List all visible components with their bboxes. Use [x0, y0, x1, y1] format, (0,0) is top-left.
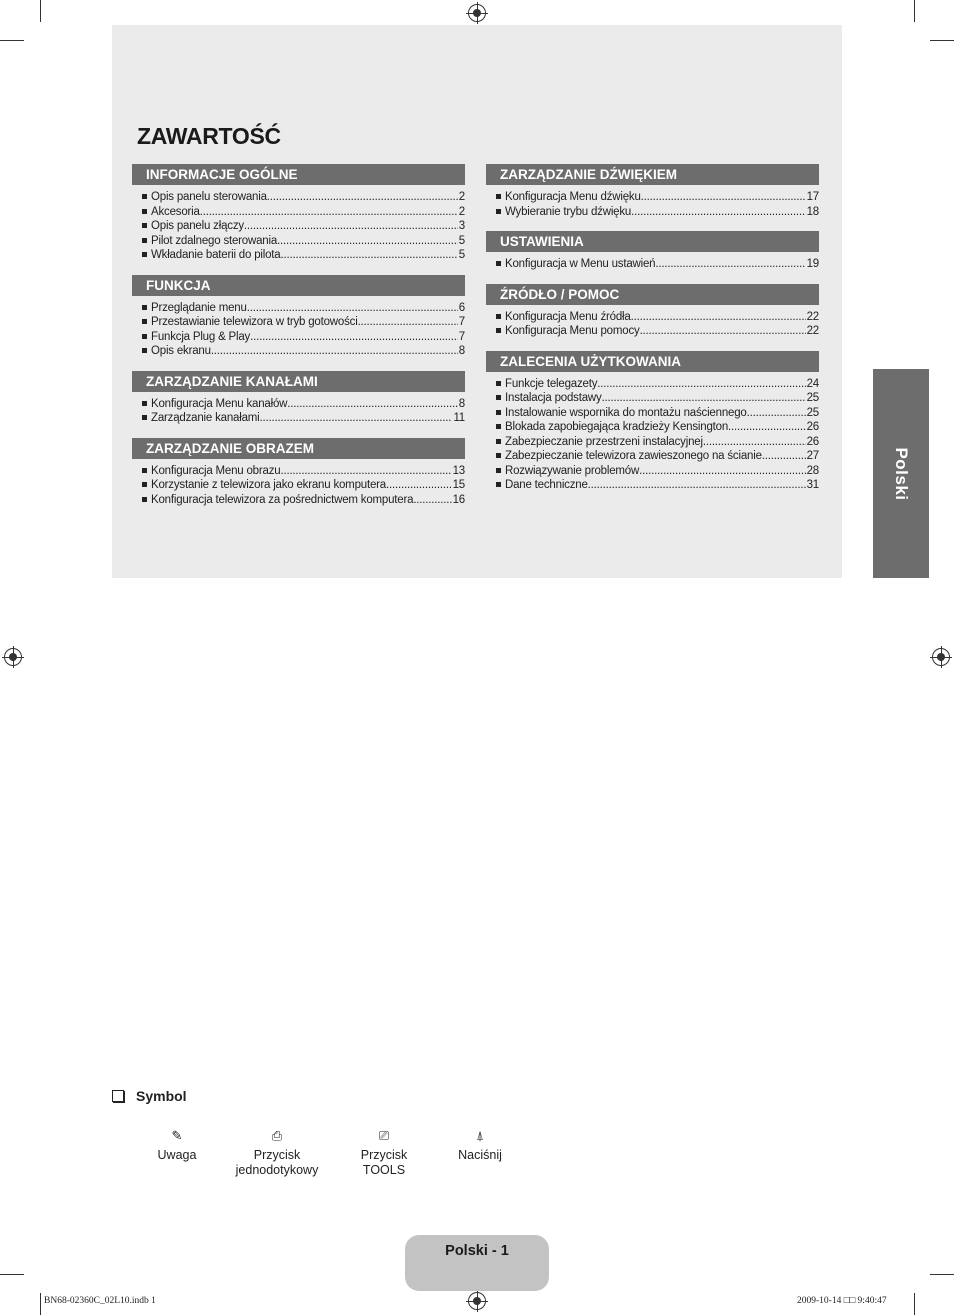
toc-entry-label: Instalowanie wspornika do montażu naściennego: [505, 406, 747, 419]
bullet-square-icon: [496, 381, 501, 386]
bullet-square-icon: [142, 194, 147, 199]
toc-entry[interactable]: [142, 464, 465, 479]
crop-mark: [930, 40, 954, 41]
crop-mark: [40, 1293, 41, 1315]
dot-leader: [413, 493, 451, 508]
dot-leader: [588, 478, 806, 493]
toc-entry[interactable]: [496, 205, 819, 220]
toc-section-heading: ŹRÓDŁO / POMOC: [486, 284, 819, 305]
toc-section: [132, 438, 465, 508]
dot-leader: [703, 435, 806, 450]
toc-section-heading: ZALECENIA UŻYTKOWANIA: [486, 351, 819, 372]
toc-section-heading: ZARZĄDZANIE DŹWIĘKIEM: [486, 164, 819, 185]
toc-entry-label: Funkcje telegazety: [505, 377, 598, 390]
toc-entry[interactable]: [142, 493, 465, 508]
toc-entry-label: Opis panelu sterowania: [151, 191, 267, 203]
bullet-square-icon: [496, 209, 501, 214]
language-side-tab[interactable]: [873, 369, 929, 578]
toc-entry[interactable]: [496, 257, 819, 272]
registration-mark-icon: [4, 648, 22, 666]
symbol-label: Naciśnij: [458, 1148, 502, 1162]
bullet-square-icon: [142, 319, 147, 324]
toc-entry-page: 11: [453, 412, 465, 424]
toc-entry-label: Wybieranie trybu dźwięku: [505, 205, 632, 218]
toc-entry[interactable]: [142, 344, 465, 359]
toc-section: [486, 351, 819, 493]
toc-section: [486, 231, 819, 272]
toc-entry-page: 22: [806, 325, 819, 337]
toc-entry-page: 13: [452, 464, 465, 477]
toc-entry[interactable]: [496, 435, 819, 450]
symbol-item: [146, 1128, 208, 1163]
toc-entry[interactable]: [496, 324, 819, 339]
dot-leader: [280, 464, 451, 479]
dot-leader: [639, 464, 805, 479]
page-number: Polski - 1: [445, 1243, 509, 1259]
toc-entry[interactable]: [142, 411, 465, 426]
dot-leader: [200, 205, 458, 220]
registration-mark-icon: [468, 4, 486, 22]
toc-entry[interactable]: [142, 248, 465, 263]
toc-entry-label: Blokada zapobiegająca kradzieży Kensington: [505, 421, 729, 433]
toc-entry-label: Konfiguracja Menu źródła: [505, 310, 631, 323]
toc-entry-label: Akcesoria: [151, 205, 200, 218]
crop-mark: [40, 0, 41, 22]
dot-leader: [267, 190, 458, 205]
bullet-square-icon: [142, 209, 147, 214]
toc-section: [132, 164, 465, 263]
dot-leader: [250, 330, 458, 345]
toc-entry-page: 5: [458, 249, 465, 261]
toc-entry-label: Konfiguracja Menu pomocy: [505, 325, 640, 337]
toc-entry-page: 3: [458, 220, 465, 232]
print-file-info: BN68-02360C_02L10.indb 1: [44, 1296, 156, 1306]
bullet-square-icon: [496, 482, 501, 487]
toc-entry-page: 8: [458, 345, 465, 357]
toc-entry[interactable]: [496, 391, 819, 406]
dot-leader: [358, 315, 458, 330]
toc-entry-page: 22: [806, 310, 819, 323]
toc-entry-label: Opis panelu złączy: [151, 220, 244, 232]
toc-entry-page: 18: [806, 205, 819, 218]
toc-entry[interactable]: [142, 301, 465, 316]
toc-entry-page: 5: [458, 234, 465, 247]
toc-entry-label: Pilot zdalnego sterowania: [151, 234, 278, 247]
toc-entry-page: 25: [806, 392, 819, 404]
toc-entry[interactable]: [142, 190, 465, 205]
dot-leader: [386, 478, 452, 493]
toc-entry-label: Przestawianie telewizora w tryb gotowości: [151, 316, 358, 328]
toc-entry[interactable]: [496, 464, 819, 479]
toc-list: [132, 190, 465, 263]
toc-entry[interactable]: [496, 190, 819, 205]
toc-entry-label: Korzystanie z telewizora jako ekranu komputera: [151, 479, 386, 491]
dot-leader: [602, 391, 806, 406]
toc-entry-page: 31: [806, 479, 819, 491]
crop-mark: [930, 1274, 954, 1275]
symbol-item: [227, 1128, 327, 1178]
bullet-square-icon: [142, 238, 147, 243]
toc-column-left: [132, 164, 465, 519]
toc-entry[interactable]: [142, 315, 465, 330]
bullet-square-icon: [142, 252, 147, 257]
toc-entry[interactable]: [142, 219, 465, 234]
dot-leader: [211, 344, 458, 359]
toc-entry[interactable]: [142, 478, 465, 493]
toc-section-heading: ZARZĄDZANIE KANAŁAMI: [132, 371, 465, 392]
toc-entry[interactable]: [142, 205, 465, 220]
toc-list: [486, 310, 819, 339]
bullet-square-icon: [142, 223, 147, 228]
toc-entry-label: Konfiguracja telewizora za pośrednictwem komputera: [151, 493, 414, 506]
toc-entry-page: 26: [806, 435, 819, 448]
dot-leader: [597, 377, 805, 392]
toc-entry-label: Rozwiązywanie problemów: [505, 464, 640, 477]
symbol-label: Przycisk jednodotykowy: [235, 1148, 319, 1177]
print-timestamp: 2009-10-14 □□ 9:40:47: [797, 1296, 887, 1306]
bullet-square-icon: [142, 305, 147, 310]
bullet-square-icon: [142, 497, 147, 502]
crop-mark: [0, 40, 24, 41]
toc-entry-page: 8: [458, 397, 465, 410]
toc-section: [132, 371, 465, 426]
toc-entry-label: Opis ekranu: [151, 345, 211, 357]
toc-entry-label: Funkcja Plug & Play: [151, 330, 251, 343]
dot-leader: [631, 205, 805, 220]
dot-leader: [631, 310, 806, 325]
toc-entry-page: 28: [806, 464, 819, 477]
dot-leader: [747, 406, 806, 421]
toc-entry-page: 2: [458, 205, 465, 218]
bullet-square-icon: [496, 453, 501, 458]
toc-entry-label: Konfiguracja Menu dźwięku: [505, 191, 641, 203]
toc-entry[interactable]: [496, 377, 819, 392]
registration-mark-icon: [468, 1292, 486, 1310]
bullet-square-icon: [142, 468, 147, 473]
toc-section-heading: USTAWIENIA: [486, 231, 819, 252]
toc-section-heading: INFORMACJE OGÓLNE: [132, 164, 465, 185]
dot-leader: [287, 397, 458, 412]
toc-entry-page: 7: [458, 330, 465, 343]
dot-leader: [247, 301, 458, 316]
crop-mark: [0, 1274, 24, 1275]
toc-entry[interactable]: [496, 478, 819, 493]
toc-entry-page: 27: [806, 450, 819, 462]
toc-list: [486, 377, 819, 493]
note-icon: ✎: [171, 1128, 183, 1143]
toc-list: [132, 301, 465, 359]
toc-section-heading: FUNKCJA: [132, 275, 465, 296]
toc-section: [132, 275, 465, 359]
toc-entry[interactable]: [496, 449, 819, 464]
toc-entry-page: 26: [806, 421, 819, 433]
bullet-square-icon: [496, 410, 501, 415]
page-title: ZAWARTOŚĆ: [137, 123, 281, 149]
dot-leader: [728, 420, 806, 435]
bullet-square-icon: [496, 424, 501, 429]
toc-entry-page: 16: [452, 493, 465, 506]
toc-entry-label: Przeglądanie menu: [151, 301, 247, 314]
toc-entry-page: 6: [458, 301, 465, 314]
bullet-square-icon: [496, 261, 501, 266]
toc-section: [486, 164, 819, 219]
toc-list: [486, 257, 819, 272]
toc-section: [486, 284, 819, 339]
one-touch-button-icon: ⎙: [271, 1128, 283, 1143]
toc-column-right: [486, 164, 819, 505]
tools-button-icon: ⎚: [378, 1128, 390, 1143]
toc-entry-label: Zarządzanie kanałami: [151, 412, 260, 424]
toc-entry-label: Konfiguracja Menu kanałów: [151, 397, 288, 410]
toc-entry-page: 17: [806, 191, 819, 203]
bullet-square-icon: [142, 401, 147, 406]
toc-list: [132, 464, 465, 508]
toc-entry-label: Konfiguracja Menu obrazu: [151, 464, 281, 477]
toc-entry[interactable]: [496, 310, 819, 325]
dot-leader: [641, 190, 806, 205]
bullet-square-icon: [496, 395, 501, 400]
bullet-square-icon: [142, 334, 147, 339]
dot-leader: [655, 257, 805, 272]
language-side-tab-label: Polski: [892, 446, 911, 501]
registration-mark-icon: [932, 648, 950, 666]
checkbox-icon: [112, 1090, 124, 1102]
toc-entry-page: 24: [806, 377, 819, 390]
toc-list: [132, 397, 465, 426]
toc-entry-label: Zabezpieczanie telewizora zawieszonego na ścianie: [505, 450, 762, 462]
dot-leader: [280, 248, 457, 263]
toc-entry-label: Zabezpieczanie przestrzeni instalacyjnej: [505, 435, 703, 448]
symbol-label: Uwaga: [157, 1148, 197, 1162]
toc-entry-label: Instalacja podstawy: [505, 392, 602, 404]
dot-leader: [640, 324, 806, 339]
symbol-label: Przycisk TOOLS: [360, 1148, 408, 1177]
toc-entry[interactable]: [496, 406, 819, 421]
crop-mark: [914, 0, 915, 22]
crop-mark: [914, 1293, 915, 1315]
toc-entry[interactable]: [142, 397, 465, 412]
dot-leader: [244, 219, 458, 234]
toc-list: [486, 190, 819, 219]
press-icon: ⍋: [476, 1128, 484, 1143]
toc-entry-label: Wkładanie baterii do pilota: [151, 249, 281, 261]
toc-entry[interactable]: [142, 234, 465, 249]
dot-leader: [260, 411, 453, 426]
bullet-square-icon: [496, 194, 501, 199]
bullet-square-icon: [496, 439, 501, 444]
toc-section-heading: ZARZĄDZANIE OBRAZEM: [132, 438, 465, 459]
bullet-square-icon: [142, 482, 147, 487]
toc-entry-label: Konfiguracja w Menu ustawień: [505, 258, 656, 270]
toc-entry-page: 2: [458, 191, 465, 203]
symbol-item: [349, 1128, 419, 1178]
bullet-square-icon: [142, 348, 147, 353]
toc-entry-page: 15: [452, 479, 465, 491]
page-number-tab: [405, 1235, 549, 1291]
bullet-square-icon: [496, 468, 501, 473]
dot-leader: [762, 449, 806, 464]
bullet-square-icon: [142, 415, 147, 420]
bullet-square-icon: [496, 328, 501, 333]
dot-leader: [277, 234, 458, 249]
symbol-item: [448, 1128, 512, 1163]
bullet-square-icon: [496, 314, 501, 319]
toc-entry-label: Dane techniczne: [505, 479, 588, 491]
symbol-legend-heading: Symbol: [112, 1088, 187, 1104]
toc-entry-page: 7: [458, 316, 465, 328]
toc-entry-page: 25: [806, 406, 819, 419]
toc-entry-page: 19: [806, 258, 819, 270]
toc-entry[interactable]: [496, 420, 819, 435]
toc-entry[interactable]: [142, 330, 465, 345]
